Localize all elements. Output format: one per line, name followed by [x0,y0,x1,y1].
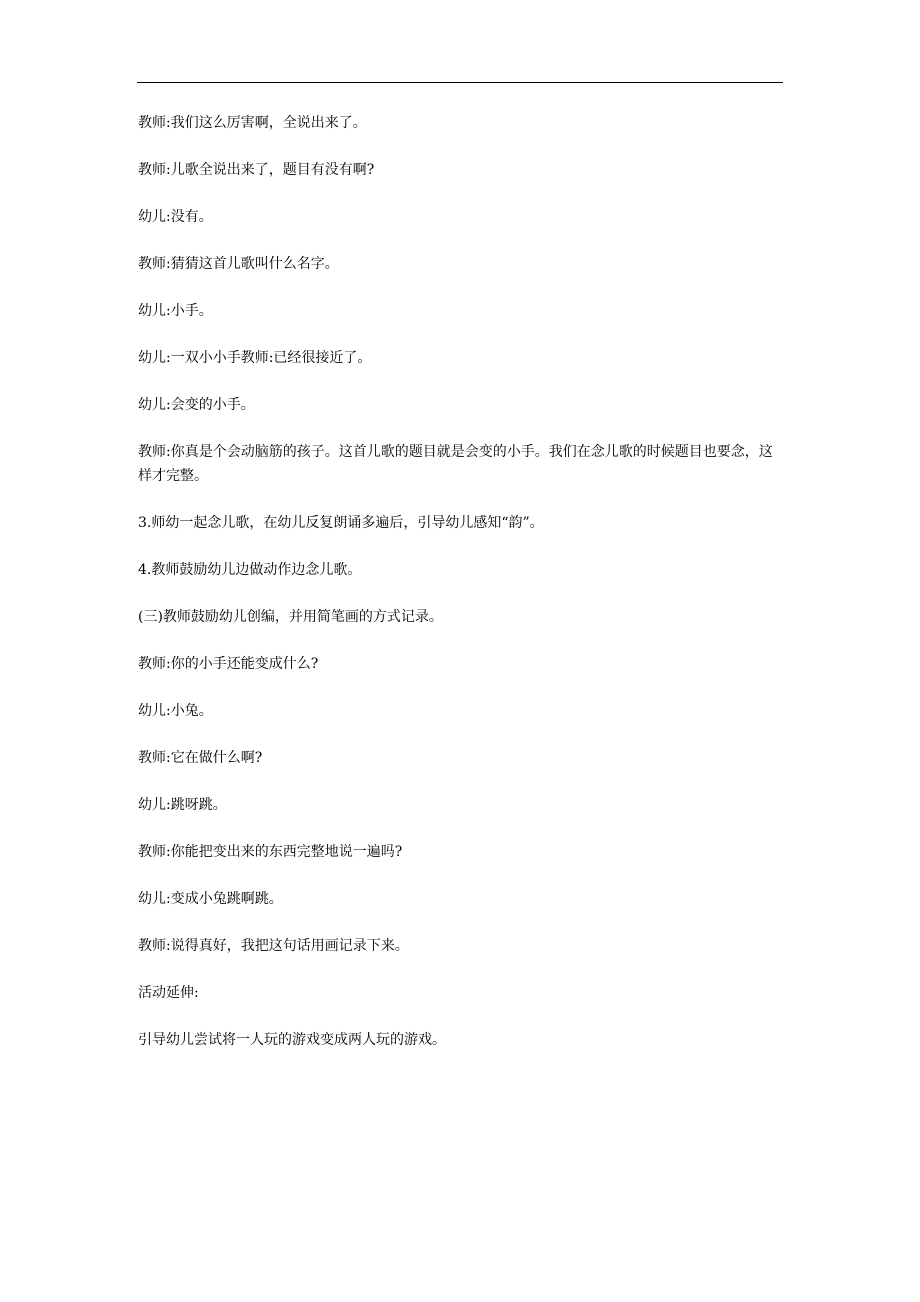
paragraph: 教师:你能把变出来的东西完整地说一遍吗? [138,844,403,860]
paragraph: 教师:你真是个会动脑筋的孩子。这首儿歌的题目就是会变的小手。我们在念儿歌的时候题目也要念，这样才完整。 [138,444,773,484]
paragraph: 幼儿:没有。 [138,209,213,225]
paragraph: 教师:你的小手还能变成什么? [138,656,319,672]
section-heading: (三)教师鼓励幼儿创编，并用简笔画的方式记录。 [138,609,443,625]
section-heading: 活动延伸: [138,985,199,1001]
paragraph: 幼儿:小兔。 [138,703,213,719]
paragraph: 引导幼儿尝试将一人玩的游戏变成两人玩的游戏。 [138,1032,446,1048]
section-step: 3.师幼一起念儿歌，在幼儿反复朗诵多遍后，引导幼儿感知“韵”。 [138,515,544,531]
paragraph: 幼儿:一双小小手教师:已经很接近了。 [138,350,372,366]
paragraph: 教师:说得真好，我把这句话用画记录下来。 [138,938,409,954]
document-body [138,111,784,1052]
paragraph: 幼儿:变成小兔跳啊跳。 [138,891,283,907]
header-rule [137,82,783,83]
paragraph: 幼儿:会变的小手。 [138,397,255,413]
paragraph: 教师:儿歌全说出来了，题目有没有啊? [138,162,375,178]
paragraph: 幼儿:小手。 [138,303,213,319]
paragraph: 教师:猜猜这首儿歌叫什么名字。 [138,256,339,272]
paragraph: 幼儿:跳呀跳。 [138,797,227,813]
paragraph: 教师:它在做什么啊? [138,750,263,766]
section-step: 4.教师鼓励幼儿边做动作边念儿歌。 [138,562,362,578]
paragraph: 教师:我们这么厉害啊，全说出来了。 [138,115,367,131]
